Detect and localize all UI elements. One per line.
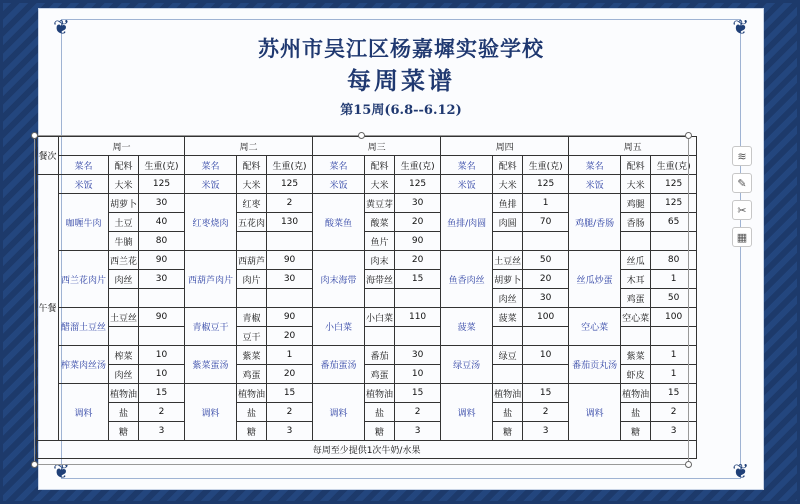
- dish-name: 调料: [59, 384, 109, 441]
- ingredient: 西葫芦: [237, 251, 267, 270]
- weight: 125: [139, 175, 185, 194]
- ingredient: 木耳: [621, 270, 651, 289]
- ingredient: 红枣: [237, 194, 267, 213]
- ingredient: 土豆丝: [109, 308, 139, 327]
- day-header: 周一: [59, 137, 185, 156]
- resize-handle[interactable]: [31, 132, 38, 139]
- weight-column-header: 生重(克): [523, 156, 569, 175]
- ingredient: 肉丝: [493, 289, 523, 308]
- weight: 2: [523, 403, 569, 422]
- day-header: 周五: [569, 137, 697, 156]
- footer-row: [37, 441, 697, 459]
- weight: [651, 327, 697, 346]
- dish-name: 红枣烧肉: [185, 194, 237, 251]
- dish-name: 调料: [569, 384, 621, 441]
- weight: 15: [651, 384, 697, 403]
- table-row: [37, 346, 697, 365]
- ingredient: 酸菜: [365, 213, 395, 232]
- side-toolbar: [732, 146, 754, 254]
- ingredient: 植物油: [365, 384, 395, 403]
- ingredient: 土豆丝: [493, 251, 523, 270]
- day-header: 周四: [441, 137, 569, 156]
- weight: [651, 232, 697, 251]
- ingredient: 肉丝: [109, 270, 139, 289]
- weight: 2: [651, 403, 697, 422]
- weight: 15: [395, 384, 441, 403]
- resize-handle[interactable]: [358, 132, 365, 139]
- weight: 125: [523, 175, 569, 194]
- table-row: [37, 175, 697, 194]
- ingredient-column-header: 配料: [237, 156, 267, 175]
- crop-icon[interactable]: ✂: [732, 200, 752, 220]
- weight: 80: [139, 232, 185, 251]
- weight: 90: [139, 251, 185, 270]
- dish-column-header: 菜名: [185, 156, 237, 175]
- weight: 20: [267, 365, 313, 384]
- ingredient: 盐: [365, 403, 395, 422]
- weight: 3: [651, 422, 697, 441]
- weight-column-header: 生重(克): [139, 156, 185, 175]
- ingredient: 肉丝: [109, 365, 139, 384]
- dish-name: 绿豆汤: [441, 346, 493, 384]
- weight: 10: [139, 346, 185, 365]
- ingredient-column-header: 配料: [621, 156, 651, 175]
- weight: 3: [139, 422, 185, 441]
- ingredient: 大米: [109, 175, 139, 194]
- ingredient: 西兰花: [109, 251, 139, 270]
- ingredient-column-header: 配料: [493, 156, 523, 175]
- ingredient: 绿豆: [493, 346, 523, 365]
- ingredient: 番茄: [365, 346, 395, 365]
- corner-ornament-icon: ❦: [53, 459, 70, 483]
- dish-name: 菠菜: [441, 308, 493, 346]
- weight: 30: [267, 270, 313, 289]
- weight: 40: [139, 213, 185, 232]
- weight: 30: [523, 289, 569, 308]
- ingredient: 虾皮: [621, 365, 651, 384]
- ingredient: 菠菜: [493, 308, 523, 327]
- weight: 125: [651, 194, 697, 213]
- corner-ornament-icon: ❦: [732, 15, 749, 39]
- dish-name: 西兰花肉片: [59, 251, 109, 308]
- weight-column-header: 生重(克): [267, 156, 313, 175]
- ingredient: 榨菜: [109, 346, 139, 365]
- image-edit-icon[interactable]: ✎: [732, 173, 752, 193]
- dish-name: 青椒豆干: [185, 308, 237, 346]
- weight: [139, 327, 185, 346]
- ingredient: 五花肉: [237, 213, 267, 232]
- ingredient: 大米: [493, 175, 523, 194]
- weight: 30: [139, 194, 185, 213]
- weight: 65: [651, 213, 697, 232]
- weight-column-header: 生重(克): [651, 156, 697, 175]
- ingredient: [621, 232, 651, 251]
- ingredient: 盐: [237, 403, 267, 422]
- ingredient: [493, 327, 523, 346]
- weight: 125: [395, 175, 441, 194]
- dish-name: 咖喱牛肉: [59, 194, 109, 251]
- weekly-menu-table[interactable]: [36, 136, 697, 459]
- corner-ornament-icon: ❦: [53, 15, 70, 39]
- ingredient: [493, 365, 523, 384]
- ingredient-column-header: 配料: [365, 156, 395, 175]
- weight: 100: [523, 308, 569, 327]
- weight: 70: [523, 213, 569, 232]
- ingredient: 植物油: [237, 384, 267, 403]
- weight: 90: [139, 308, 185, 327]
- ingredient: [365, 289, 395, 308]
- ingredient: 大米: [237, 175, 267, 194]
- ingredient: 盐: [621, 403, 651, 422]
- weight: 30: [395, 346, 441, 365]
- ingredient: 糖: [365, 422, 395, 441]
- ingredient: 小白菜: [365, 308, 395, 327]
- day-header-row: [37, 137, 697, 156]
- ingredient: 土豆: [109, 213, 139, 232]
- weight: [395, 327, 441, 346]
- weight: 1: [651, 346, 697, 365]
- ingredient: 大米: [621, 175, 651, 194]
- weight: [523, 327, 569, 346]
- weight: 50: [651, 289, 697, 308]
- ingredient: [109, 327, 139, 346]
- resize-handle[interactable]: [685, 132, 692, 139]
- dish-name: 酸菜鱼: [313, 194, 365, 251]
- footer-note: 每周至少提供1次牛奶/水果: [37, 441, 697, 459]
- ingredient: 紫菜: [621, 346, 651, 365]
- ingredient: 盐: [493, 403, 523, 422]
- weight: 1: [651, 270, 697, 289]
- weight: 10: [395, 365, 441, 384]
- weight: 15: [395, 270, 441, 289]
- ingredient: 植物油: [493, 384, 523, 403]
- week-range: 第15周(6.8--6.12): [340, 103, 462, 118]
- dish-name: 调料: [313, 384, 365, 441]
- weight: 50: [523, 251, 569, 270]
- weight: 15: [523, 384, 569, 403]
- dish-name: 米饭: [569, 175, 621, 194]
- dish-name: 调料: [185, 384, 237, 441]
- layers-icon[interactable]: ≋: [732, 146, 752, 166]
- ingredient: [237, 289, 267, 308]
- ingredient: 鸡蛋: [621, 289, 651, 308]
- meal-label: 午餐: [37, 175, 59, 441]
- weight: [267, 232, 313, 251]
- page-title: 每周菜谱: [347, 67, 455, 95]
- weight: 90: [395, 232, 441, 251]
- weight: 130: [267, 213, 313, 232]
- weight: 2: [395, 403, 441, 422]
- ingredient: 香肠: [621, 213, 651, 232]
- grid-icon[interactable]: ▦: [732, 227, 752, 247]
- weight: 20: [523, 270, 569, 289]
- weight: 30: [395, 194, 441, 213]
- weight: 90: [267, 251, 313, 270]
- table-row: [37, 384, 697, 403]
- ingredient: 牛腩: [109, 232, 139, 251]
- ingredient: [109, 289, 139, 308]
- ingredient: 肉圆: [493, 213, 523, 232]
- dish-name: 鸡腿/香肠: [569, 194, 621, 251]
- weight: 2: [267, 403, 313, 422]
- dish-name: 紫菜蛋汤: [185, 346, 237, 384]
- dish-name: 鱼香肉丝: [441, 251, 493, 308]
- weight: 125: [651, 175, 697, 194]
- dish-name: 小白菜: [313, 308, 365, 346]
- dish-name: 米饭: [59, 175, 109, 194]
- dish-column-header: 菜名: [313, 156, 365, 175]
- dish-name: 醋溜土豆丝: [59, 308, 109, 346]
- subheader-row: [37, 156, 697, 175]
- dish-name: 丝瓜炒蛋: [569, 251, 621, 308]
- weight: 2: [267, 194, 313, 213]
- ingredient: 糖: [621, 422, 651, 441]
- weight: 3: [523, 422, 569, 441]
- weight: [267, 289, 313, 308]
- table-row: [37, 194, 697, 213]
- ingredient: 丝瓜: [621, 251, 651, 270]
- weight: 15: [267, 384, 313, 403]
- ingredient: 胡萝卜: [109, 194, 139, 213]
- ingredient: 豆干: [237, 327, 267, 346]
- weight: [395, 289, 441, 308]
- ingredient: 黄豆芽: [365, 194, 395, 213]
- ingredient: [493, 232, 523, 251]
- resize-handle[interactable]: [685, 461, 692, 468]
- ingredient: [365, 327, 395, 346]
- weight: 125: [267, 175, 313, 194]
- ingredient: 盐: [109, 403, 139, 422]
- dish-name: 空心菜: [569, 308, 621, 346]
- weight: 1: [267, 346, 313, 365]
- weight: 80: [651, 251, 697, 270]
- weight: 10: [139, 365, 185, 384]
- weight: 20: [395, 213, 441, 232]
- ingredient: 肉末: [365, 251, 395, 270]
- table-row: [37, 251, 697, 270]
- weight: 2: [139, 403, 185, 422]
- ingredient: [237, 232, 267, 251]
- dish-name: 鱼排/肉圆: [441, 194, 493, 251]
- day-header: 周二: [185, 137, 313, 156]
- dish-name: 米饭: [185, 175, 237, 194]
- weight: 20: [267, 327, 313, 346]
- ingredient: 空心菜: [621, 308, 651, 327]
- ingredient: 胡萝卜: [493, 270, 523, 289]
- weight: 3: [267, 422, 313, 441]
- dish-column-header: 菜名: [569, 156, 621, 175]
- dish-column-header: 菜名: [59, 156, 109, 175]
- dish-column-header: 菜名: [441, 156, 493, 175]
- table-row: [37, 308, 697, 327]
- weight: 20: [395, 251, 441, 270]
- weight: [523, 365, 569, 384]
- dish-name: 番茄贡丸汤: [569, 346, 621, 384]
- ingredient: 大米: [365, 175, 395, 194]
- weight: 90: [267, 308, 313, 327]
- ingredient: [621, 327, 651, 346]
- ingredient: 鸡蛋: [365, 365, 395, 384]
- weight: 30: [139, 270, 185, 289]
- ingredient-column-header: 配料: [109, 156, 139, 175]
- dish-name: 米饭: [441, 175, 493, 194]
- ingredient: 糖: [237, 422, 267, 441]
- resize-handle[interactable]: [31, 461, 38, 468]
- weight: [139, 289, 185, 308]
- ingredient: 鱼排: [493, 194, 523, 213]
- dish-name: 调料: [441, 384, 493, 441]
- ingredient: 鸡蛋: [237, 365, 267, 384]
- ingredient: 鸡腿: [621, 194, 651, 213]
- weight: 100: [651, 308, 697, 327]
- ingredient: 植物油: [109, 384, 139, 403]
- day-header: 周三: [313, 137, 441, 156]
- corner-ornament-icon: ❦: [732, 459, 749, 483]
- dish-name: 肉末海带: [313, 251, 365, 308]
- weight: [523, 232, 569, 251]
- dish-name: 米饭: [313, 175, 365, 194]
- weight-column-header: 生重(克): [395, 156, 441, 175]
- ingredient: 紫菜: [237, 346, 267, 365]
- ingredient: 青椒: [237, 308, 267, 327]
- ingredient: 糖: [493, 422, 523, 441]
- ingredient: 肉片: [237, 270, 267, 289]
- weight: 3: [395, 422, 441, 441]
- ingredient: 海带丝: [365, 270, 395, 289]
- school-name: 苏州市吴江区杨嘉墀实验学校: [258, 37, 544, 61]
- dish-name: 西葫芦肉片: [185, 251, 237, 308]
- weight: 110: [395, 308, 441, 327]
- weight: 15: [139, 384, 185, 403]
- weight: 1: [523, 194, 569, 213]
- weight: 10: [523, 346, 569, 365]
- ingredient: 鱼片: [365, 232, 395, 251]
- ingredient: 植物油: [621, 384, 651, 403]
- ingredient: 糖: [109, 422, 139, 441]
- dish-name: 番茄蛋汤: [313, 346, 365, 384]
- dish-name: 榨菜肉丝汤: [59, 346, 109, 384]
- meal-column-header: 餐次: [37, 137, 59, 175]
- weight: 1: [651, 365, 697, 384]
